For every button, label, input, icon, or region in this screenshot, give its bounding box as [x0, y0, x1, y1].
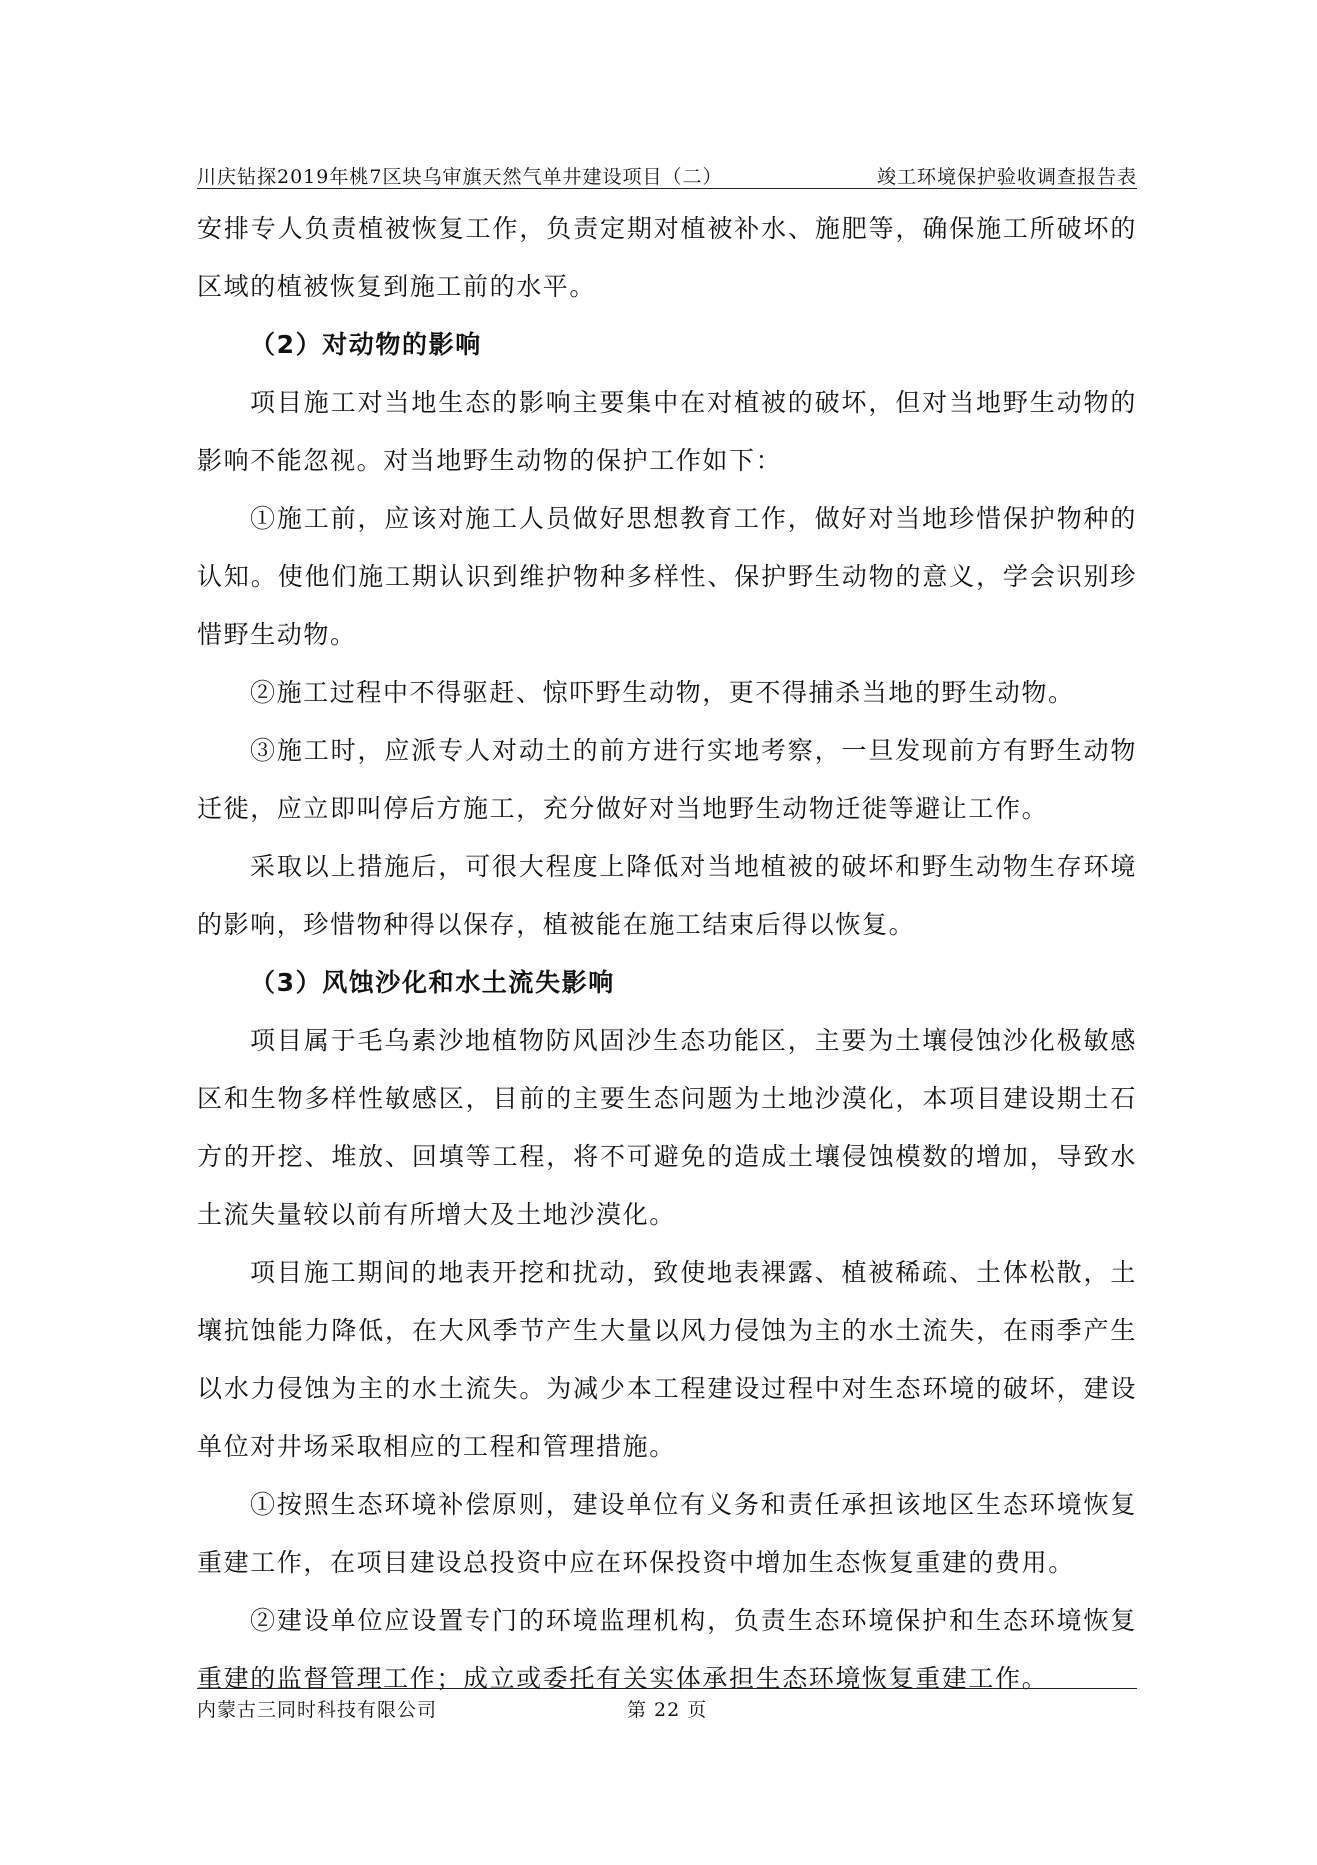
- header-report-title: 竣工环境保护验收调查报告表: [876, 166, 1137, 188]
- page-number: 第 22 页: [627, 1699, 708, 1721]
- paragraph: 项目施工期间的地表开挖和扰动，致使地表裸露、植被稀疏、土体松散，土壤抗蚀能力降低，在大风季节产生大量以风力侵蚀为主的水土流失，在雨季产生以水力侵蚀为主的水土流失。为减少本工程建设过程中对生态环境的破坏，建设单位对井场采取相应的工程和管理措施。: [197, 1258, 1137, 1461]
- section-heading: （2）对动物的影响: [250, 330, 482, 359]
- section-heading: （3）风蚀沙化和水土流失影响: [250, 968, 615, 997]
- header-project-title: 川庆钻探2019年桃7区块乌审旗天然气单井建设项目（二）: [197, 166, 723, 188]
- paragraph: ②建设单位应设置专门的环境监理机构，负责生态环境保护和生态环境恢复重建的监督管理工作；成立或委托有关实体承担生态环境恢复重建工作。: [197, 1606, 1137, 1693]
- footer-company: 内蒙古三同时科技有限公司: [197, 1699, 438, 1721]
- page-header: [197, 158, 1137, 189]
- document-body: [197, 200, 1137, 1708]
- paragraph: ①按照生态环境补偿原则，建设单位有义务和责任承担该地区生态环境恢复重建工作，在项目建设总投资中应在环保投资中增加生态恢复重建的费用。: [197, 1490, 1137, 1577]
- page-footer: [197, 1688, 1137, 1723]
- paragraph: 项目属于毛乌素沙地植物防风固沙生态功能区，主要为土壤侵蚀沙化极敏感区和生物多样性敏感区，目前的主要生态问题为土地沙漠化，本项目建设期土石方的开挖、堆放、回填等工程，将不可避免的造成土壤侵蚀模数的增加，导致水土流失量较以前有所增大及土地沙漠化。: [197, 1026, 1137, 1229]
- paragraph: 安排专人负责植被恢复工作，负责定期对植被补水、施肥等，确保施工所破坏的区域的植被恢复到施工前的水平。: [197, 214, 1137, 301]
- paragraph: 采取以上措施后，可很大程度上降低对当地植被的破坏和野生动物生存环境的影响，珍惜物种得以保存，植被能在施工结束后得以恢复。: [197, 852, 1137, 939]
- paragraph: ②施工过程中不得驱赶、惊吓野生动物，更不得捕杀当地的野生动物。: [250, 678, 1075, 707]
- paragraph: 项目施工对当地生态的影响主要集中在对植被的破坏，但对当地野生动物的影响不能忽视。对当地野生动物的保护工作如下：: [197, 388, 1137, 475]
- paragraph: ③施工时，应派专人对动土的前方进行实地考察，一旦发现前方有野生动物迁徙，应立即叫停后方施工，充分做好对当地野生动物迁徙等避让工作。: [197, 736, 1137, 823]
- paragraph: ①施工前，应该对施工人员做好思想教育工作，做好对当地珍惜保护物种的认知。使他们施工期认识到维护物种多样性、保护野生动物的意义，学会识别珍惜野生动物。: [197, 504, 1137, 649]
